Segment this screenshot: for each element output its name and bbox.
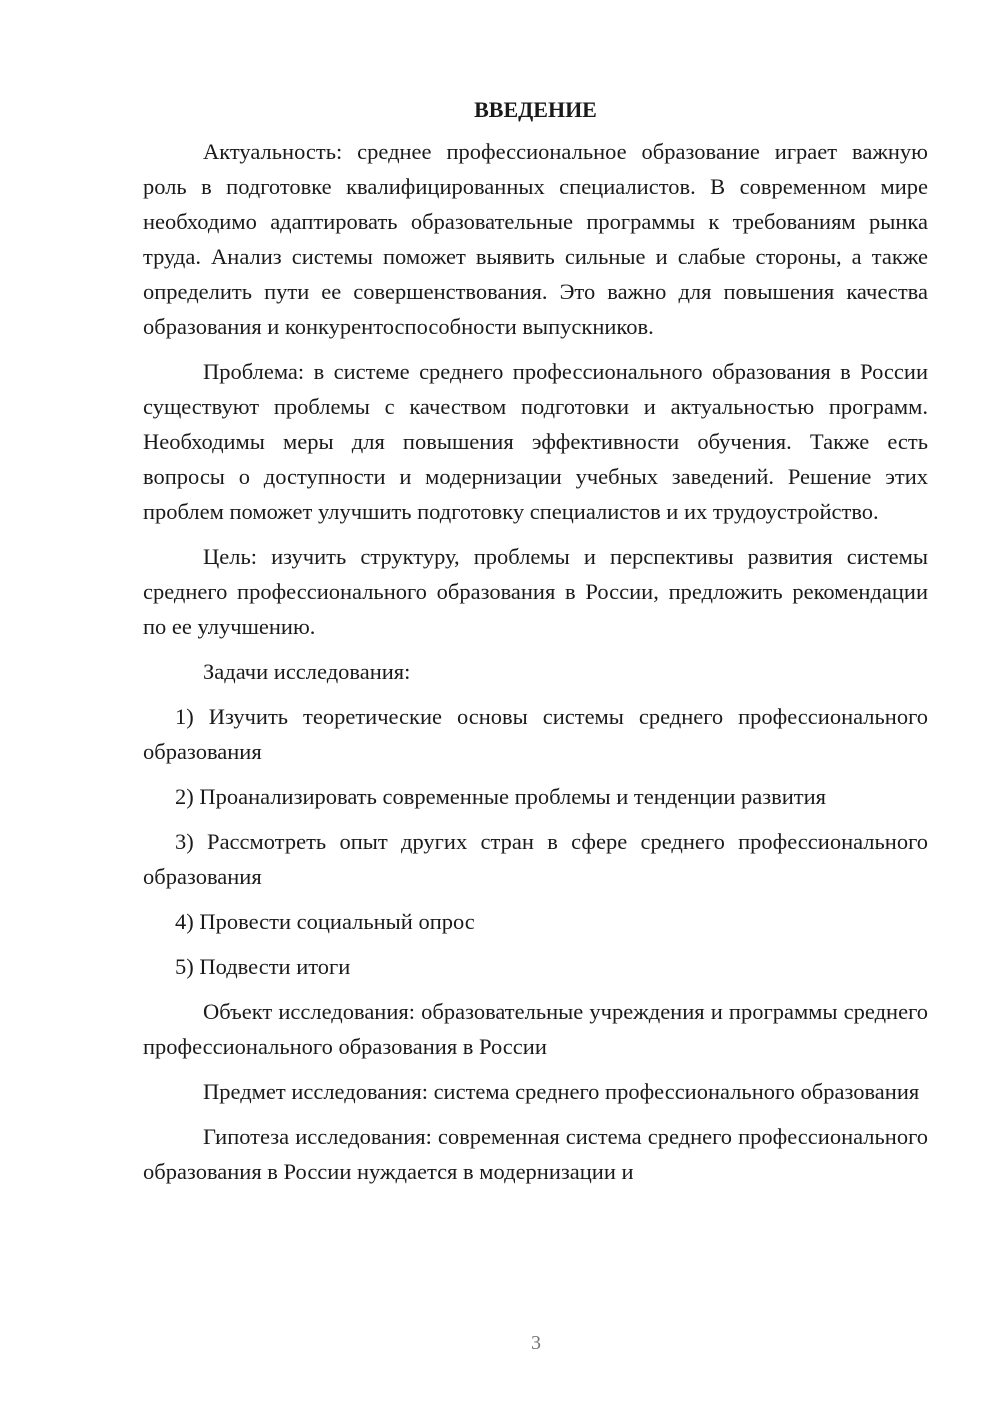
document-page (143, 92, 928, 1199)
subject-paragraph: Предмет исследования: система среднего профессионального образования (203, 1079, 920, 1104)
task-item-5: 5) Подвести итоги (175, 954, 351, 979)
object-paragraph: Объект исследования: образовательные учреждения и программы среднего профессионального образования в России (143, 999, 928, 1059)
page-number: 3 (531, 1332, 541, 1354)
tasks-title: Задачи исследования: (203, 659, 411, 684)
goal-paragraph: Цель: изучить структуру, проблемы и перспективы развития системы среднего профессионального образования в России, предложить рекомендации по ее улучшению. (143, 544, 928, 639)
task-item-3: 3) Рассмотреть опыт других стран в сфере среднего профессионального образования (143, 829, 928, 889)
problem-paragraph: Проблема: в системе среднего профессионального образования в России существуют проблемы с качеством подготовки и актуальностью программ. Необходимы меры для повышения эффективности обучения. Также есть вопросы о доступности и модернизации учебных заведений. Решение этих проблем поможет улучшить подготовку специалистов и их трудоустройство. (143, 359, 928, 524)
relevance-paragraph: Актуальность: среднее профессиональное образование играет важную роль в подготовке квалифицированных специалистов. В современном мире необходимо адаптировать образовательные программы к требованиям рынка труда. Анализ системы поможет выявить сильные и слабые стороны, а также определить пути ее совершенствования. Это важно для повышения качества образования и конкурентоспособности выпускников. (143, 139, 928, 339)
hypothesis-paragraph: Гипотеза исследования: современная система среднего профессионального образования в России нуждается в модернизации и (143, 1124, 928, 1184)
task-item-4: 4) Провести социальный опрос (175, 909, 475, 934)
task-item-2: 2) Проанализировать современные проблемы и тенденции развития (175, 784, 826, 809)
task-item-1: 1) Изучить теоретические основы системы среднего профессионального образования (143, 704, 928, 764)
page-title: ВВЕДЕНИЕ (474, 97, 597, 122)
